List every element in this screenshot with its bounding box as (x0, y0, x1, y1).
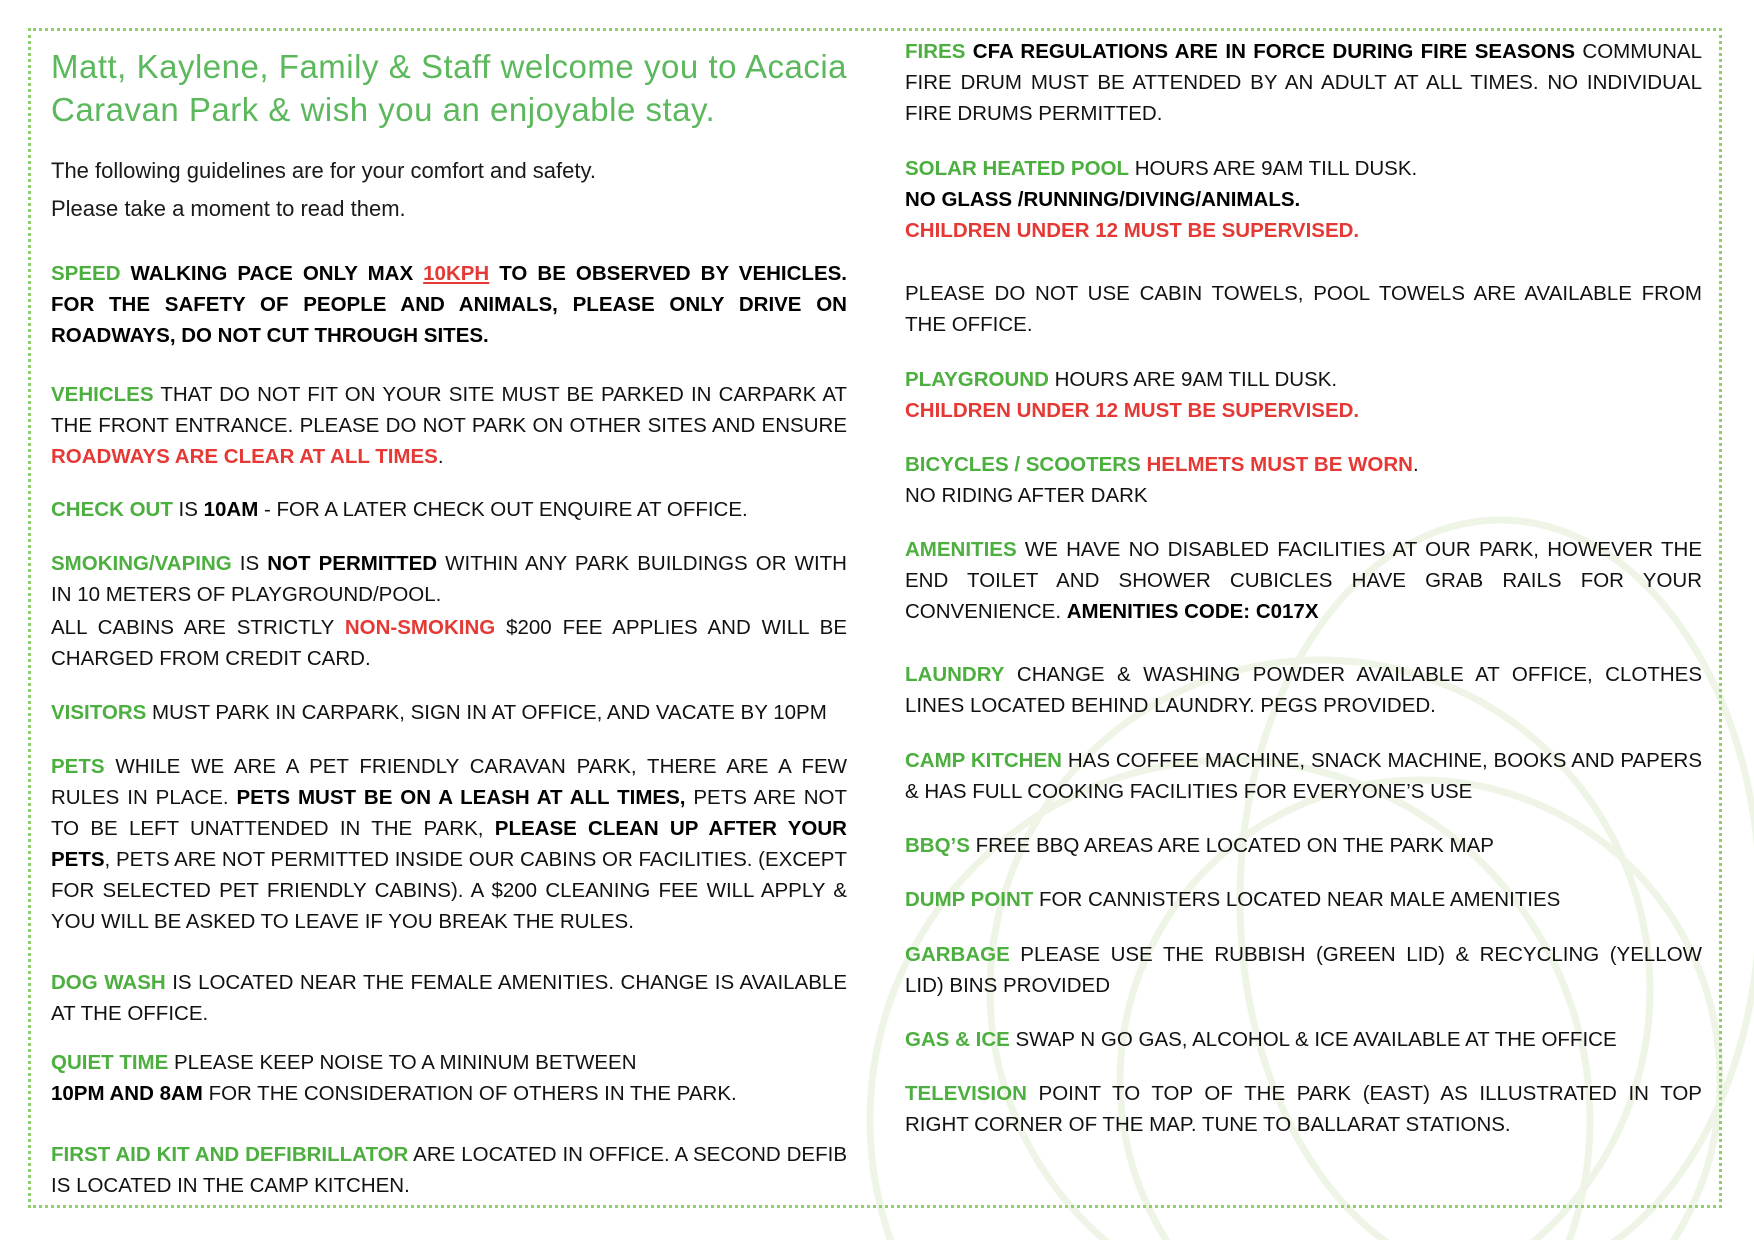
guideline-bbq-label: BBQ’S (905, 834, 970, 857)
guideline-quiet-text: FOR THE CONSIDERATION OF OTHERS IN THE PARK. (202, 1082, 737, 1105)
guideline-tv-text: POINT TO TOP OF THE PARK (EAST) AS ILLUSTRATED IN TOP RIGHT CORNER OF THE MAP. TUNE TO BALLARAT STATIONS. (905, 1082, 1702, 1136)
guideline-vehicles-text: THAT DO NOT FIT ON YOUR SITE MUST BE PARKED IN CARPARK AT THE FRONT ENTRANCE. PLEASE DO NOT PARK ON OTHER SITES AND ENSURE (51, 383, 847, 437)
guideline-quiet-label: QUIET TIME (51, 1051, 169, 1074)
guideline-fires-label: FIRES (905, 40, 966, 63)
guideline-pool (905, 153, 1702, 246)
guideline-dump (905, 884, 1702, 915)
guideline-pets-text: PLEASE CLEAN UP AFTER YOUR PETS (51, 817, 847, 871)
guideline-pool-text: CHILDREN UNDER 12 MUST BE SUPERVISED. (905, 219, 1360, 242)
guideline-smoking-label: SMOKING/VAPING (51, 552, 232, 575)
guideline-checkout-text: 10AM (203, 498, 259, 521)
guideline-line (905, 395, 1702, 426)
guideline-pool-label: SOLAR HEATED POOL (905, 157, 1129, 180)
guideline-smoking-text: NOT PERMITTED (267, 552, 438, 575)
guideline-visitors-label: VISITORS (51, 701, 147, 724)
guideline-line (905, 184, 1702, 215)
guideline-visitors-text: MUST PARK IN CARPARK, SIGN IN AT OFFICE, AND VACATE BY 10PM (146, 701, 827, 724)
guideline-garbage (905, 939, 1702, 1001)
guideline-playground (905, 364, 1702, 426)
guideline-gas-label: GAS & ICE (905, 1028, 1010, 1051)
guideline-gas-text: SWAP N GO GAS, ALCOHOL & ICE AVAILABLE AT THE OFFICE (1009, 1028, 1617, 1051)
guideline-line (905, 480, 1702, 511)
guideline-vehicles-text: . (437, 445, 444, 468)
guideline-firstaid (51, 1139, 847, 1201)
guideline-line (905, 449, 1702, 480)
guideline-speed-text: 10KPH (423, 262, 490, 285)
guideline-pool-text: HOURS ARE 9AM TILL DUSK. (1129, 157, 1418, 180)
guideline-bbq-text: FREE BBQ AREAS ARE LOCATED ON THE PARK MAP (969, 834, 1494, 857)
guideline-dogwash-label: DOG WASH (51, 971, 166, 994)
guideline-line (51, 1047, 847, 1078)
guideline-fires-text: COMMUNAL FIRE DRUM MUST BE ATTENDED BY AN ADULT AT ALL TIMES. NO INDIVIDUAL FIRE DRUMS PERMITTED. (905, 40, 1702, 125)
guideline-dump-label: DUMP POINT (905, 888, 1034, 911)
guideline-pets-text: PETS MUST BE ON A LEASH AT ALL TIMES, (236, 786, 686, 809)
guideline-cabins-text: NON-SMOKING (344, 616, 496, 639)
guideline-pets-label: PETS (51, 755, 105, 778)
guideline-line (51, 1078, 847, 1109)
guideline-speed-text: WALKING PACE ONLY MAX (130, 262, 424, 285)
guideline-speed-text (121, 262, 131, 285)
guideline-firstaid-text: ARE LOCATED IN OFFICE. A SECOND DEFIB IS LOCATED IN THE CAMP KITCHEN. (51, 1143, 847, 1197)
guideline-laundry (905, 659, 1702, 721)
guideline-amenities-text: WE HAVE NO DISABLED FACILITIES AT OUR PARK, HOWEVER THE END TOILET AND SHOWER CUBICLES HAVE GRAB RAILS FOR YOUR CONVENIENCE. (905, 538, 1702, 623)
guideline-cabins-text: ALL CABINS ARE STRICTLY (51, 616, 345, 639)
guideline-bicycles-text: HELMETS MUST BE WORN (1146, 453, 1413, 476)
guideline-quiet-text: 10PM AND 8AM (51, 1082, 203, 1105)
guideline-fires (905, 36, 1702, 129)
guideline-kitchen (905, 745, 1702, 807)
guideline-dogwash-text: IS LOCATED NEAR THE FEMALE AMENITIES. CHANGE IS AVAILABLE AT THE OFFICE. (51, 971, 847, 1025)
intro-text (51, 152, 847, 228)
guideline-dump-text: FOR CANNISTERS LOCATED NEAR MALE AMENITIES (1033, 888, 1561, 911)
guideline-bbq (905, 830, 1702, 861)
guideline-pets-text: , PETS ARE NOT PERMITTED INSIDE OUR CABINS OR FACILITIES. (EXCEPT FOR SELECTED PET FRIENDLY CABINS). A $200 CLEANING FEE WILL APPLY & YOU WILL BE ASKED TO LEAVE IF YOU BREAK THE RULES. (51, 848, 847, 933)
guideline-garbage-label: GARBAGE (905, 943, 1010, 966)
guideline-pool-text: NO GLASS /RUNNING/DIVING/ANIMALS. (905, 188, 1301, 211)
guideline-towels-text: PLEASE DO NOT USE CABIN TOWELS, POOL TOWELS ARE AVAILABLE FROM THE OFFICE. (905, 282, 1702, 336)
guideline-bicycles-text: NO RIDING AFTER DARK (905, 484, 1148, 507)
guideline-pets-text: PETS ARE NOT TO BE LEFT UNATTENDED IN THE PARK, (51, 786, 848, 840)
guideline-line (905, 364, 1702, 395)
intro-line-2: Please take a moment to read them. (51, 196, 406, 221)
guideline-fires-text: CFA REGULATIONS ARE IN FORCE DURING FIRE SEASONS (965, 40, 1575, 63)
guideline-pets (51, 751, 847, 937)
guideline-firstaid-label: FIRST AID KIT AND DEFIBRILLATOR (51, 1143, 409, 1166)
guideline-pets-text: WHILE WE ARE A PET FRIENDLY CARAVAN PARK, THERE ARE A FEW RULES IN PLACE. (51, 755, 847, 809)
left-column (51, 0, 848, 1197)
guideline-cabins (51, 612, 847, 674)
guideline-smoking-text: IS (231, 552, 268, 575)
guideline-bicycles-text: . (1412, 453, 1419, 476)
guideline-vehicles-label: VEHICLES (51, 383, 154, 406)
guideline-dogwash (51, 967, 847, 1029)
guideline-quiet-text: PLEASE KEEP NOISE TO A MININUM BETWEEN (168, 1051, 637, 1074)
guideline-checkout-label: CHECK OUT (51, 498, 173, 521)
guideline-playground-text: CHILDREN UNDER 12 MUST BE SUPERVISED. (905, 399, 1360, 422)
guideline-smoking (51, 548, 847, 610)
guideline-amenities-label: AMENITIES (905, 538, 1017, 561)
intro-line-1: The following guidelines are for your comfort and safety. (51, 158, 596, 183)
guideline-tv-label: TELEVISION (905, 1082, 1027, 1105)
guideline-towels (905, 278, 1702, 340)
welcome-heading: Matt, Kaylene, Family & Staff welcome you to Acacia Caravan Park & wish you an enjoyable stay. (51, 48, 847, 128)
guideline-laundry-label: LAUNDRY (905, 663, 1005, 686)
guideline-checkout (51, 494, 847, 525)
guideline-speed-label: SPEED (51, 262, 121, 285)
guideline-checkout-text: IS (172, 498, 204, 521)
guideline-line (905, 215, 1702, 246)
guideline-vehicles (51, 379, 847, 472)
guideline-speed (51, 258, 847, 351)
guideline-laundry-text: CHANGE & WASHING POWDER AVAILABLE AT OFFICE, CLOTHES LINES LOCATED BEHIND LAUNDRY. PEGS PROVIDED. (905, 663, 1702, 717)
guideline-kitchen-text: HAS COFFEE MACHINE, SNACK MACHINE, BOOKS AND PAPERS & HAS FULL COOKING FACILITIES FOR EVERYONE’S USE (905, 749, 1702, 803)
guideline-amenities-text: AMENITIES CODE: C017X (1066, 600, 1319, 623)
guideline-playground-text: HOURS ARE 9AM TILL DUSK. (1048, 368, 1338, 391)
guideline-quiet (51, 1047, 847, 1109)
guideline-checkout-text: - FOR A LATER CHECK OUT ENQUIRE AT OFFICE. (258, 498, 748, 521)
guideline-visitors (51, 697, 847, 728)
guideline-vehicles-text: ROADWAYS ARE CLEAR AT ALL TIMES (51, 445, 438, 468)
guideline-bicycles-label: BICYCLES / SCOOTERS (905, 453, 1141, 476)
guideline-amenities (905, 534, 1702, 627)
guideline-gas (905, 1024, 1702, 1055)
guideline-tv (905, 1078, 1702, 1140)
guideline-playground-label: PLAYGROUND (905, 368, 1049, 391)
guideline-bicycles (905, 449, 1702, 511)
guideline-garbage-text: PLEASE USE THE RUBBISH (GREEN LID) & RECYCLING (YELLOW LID) BINS PROVIDED (905, 943, 1702, 997)
guideline-speed-text: TO BE OBSERVED BY VEHICLES. FOR THE SAFETY OF PEOPLE AND ANIMALS, PLEASE ONLY DRIVE ON ROADWAYS, DO NOT CUT THROUGH SITES. (51, 262, 847, 347)
guideline-cabins-text: $200 FEE APPLIES AND WILL BE CHARGED FROM CREDIT CARD. (51, 616, 847, 670)
guideline-smoking-text: WITHIN ANY PARK BUILDINGS OR WITH IN 10 METERS OF PLAYGROUND/POOL. (51, 552, 847, 606)
guideline-line (905, 153, 1702, 184)
guideline-kitchen-label: CAMP KITCHEN (905, 749, 1062, 772)
